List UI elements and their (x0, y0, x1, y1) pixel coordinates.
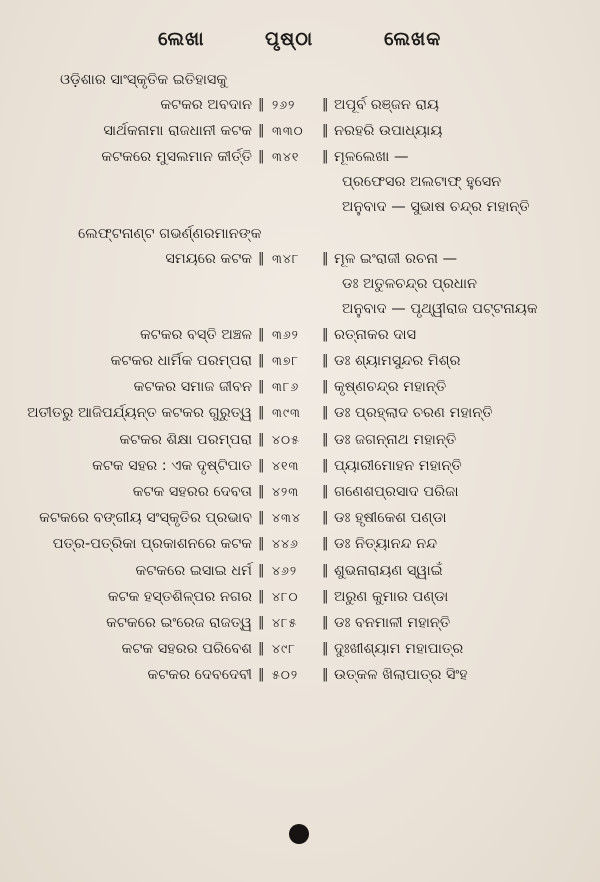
toc-title: କଟକ ସହର : ଏକ ଦୃଷ୍ଟିପାତ (92, 457, 252, 474)
toc-title-prefix-line (0, 72, 600, 96)
page-marker-dot (289, 824, 309, 844)
toc-author: କୃଷ୍ଣଚନ୍ଦ୍ର ମହାନ୍ତି (334, 379, 447, 396)
toc-author: ପ୍ୟାରୀମୋହନ ମହାନ୍ତି (334, 457, 462, 474)
toc-page-number: ୪୮୫ (272, 615, 298, 630)
toc-page-number: ୪୩୪ (272, 510, 301, 526)
toc-title: କଟକରେ ବଙ୍ଗୀୟ ସଂସ୍କୃତିର ପ୍ରଭାବ (39, 510, 252, 527)
toc-page-number: ୩୭୮ (272, 353, 300, 368)
toc-author: ମୂଳ ଇଂରାଜୀ ରଚନା — (334, 250, 458, 267)
toc-author-extra-line (0, 174, 600, 198)
toc-author-extra: ଡଃ ଅତୁଳଚନ୍ଦ୍ର ପ୍ରଧାନ (342, 275, 478, 292)
toc-page-number: ୩୩୦ (272, 123, 304, 139)
toc-author: ଡଃ ନିତ୍ୟାନନ୍ଦ ନନ୍ଦ (334, 536, 438, 553)
toc-separator: ‖ (258, 484, 265, 499)
toc-title: ସାର୍ଥକନାମା ରାଜଧାନୀ କଟକ (103, 123, 252, 140)
toc-page-number: ୪୧୩ (272, 457, 300, 473)
toc-author-extra: ଅନୁବାଦ — ପୃଥ୍ୱୀରାଜ ପଟ୍ଟନାୟକ (342, 300, 538, 317)
toc-title: କଟକ ହସ୍ତଶିଳ୍ପର ନଗର (107, 588, 252, 605)
toc-title: କଟକର ଅବଦାନ (160, 97, 252, 113)
toc-separator: ‖ (322, 250, 329, 266)
toc-separator: ‖ (258, 510, 265, 526)
toc-title: କଟକ ସହରର ଦେବତା (132, 484, 252, 500)
toc-author: ଅରୁଣ କୁମାର ପଣ୍ଡା (334, 588, 449, 605)
toc-author: ଶୁଭନାରାୟଣ ସ୍ୱାଇଁ (334, 562, 443, 579)
toc-row (0, 327, 600, 351)
toc-page-number: ୪୨୩ (272, 484, 300, 499)
toc-row (0, 458, 600, 482)
toc-row (0, 615, 600, 639)
toc-separator: ‖ (322, 379, 329, 395)
toc-page-number: ୩୮୬ (272, 379, 300, 395)
toc-page-number: ୪୪୬ (272, 536, 299, 552)
header-title-col: ଲେଖା (158, 28, 205, 50)
toc-row (0, 536, 600, 560)
toc-separator: ‖ (322, 562, 329, 578)
toc-page-number: ୨୬୨ (272, 97, 296, 112)
toc-separator: ‖ (258, 250, 265, 266)
toc-row (0, 432, 600, 456)
toc-separator: ‖ (258, 149, 265, 165)
toc-row (0, 251, 600, 275)
toc-page-number: ୩୪୧ (272, 149, 300, 165)
toc-separator: ‖ (258, 123, 265, 139)
toc-row (0, 563, 600, 587)
toc-separator: ‖ (322, 588, 329, 604)
toc-separator: ‖ (258, 405, 265, 421)
toc-author-extra-line (0, 276, 600, 300)
toc-title: କଟକର ଧାର୍ମିକ ପରମ୍ପରା (110, 353, 252, 369)
toc-author-extra-line (0, 301, 600, 325)
toc-author-extra-line (0, 199, 600, 223)
toc-title: କଟକର ବସ୍ତି ଅଞ୍ଚଳ (139, 326, 252, 343)
toc-separator: ‖ (322, 353, 329, 368)
toc-author: ଉତ୍କଳ ଖିଲାପାତ୍ର ସିଂହ (334, 667, 468, 684)
toc-author-extra: ପ୍ରଫେସର ଅଲଟାଫ୍ ହୁସେନ (342, 174, 502, 191)
toc-page-number: ୪୬୨ (272, 562, 298, 578)
toc-page-number: ୫୦୨ (272, 667, 299, 683)
toc-page-number: ୩୪୮ (272, 250, 300, 266)
toc-page-number: ୪୮୦ (272, 588, 299, 604)
toc-separator: ‖ (258, 431, 265, 447)
header-page-col: ପୃଷ୍ଠା (265, 28, 314, 50)
toc-row (0, 510, 600, 534)
toc-title-prefix: ଓଡ଼ିଶାର ସାଂସ୍କୃତିକ ଇତିହାସକୁ (60, 72, 228, 88)
toc-separator: ‖ (322, 149, 329, 165)
toc-row (0, 405, 600, 429)
toc-row (0, 149, 600, 173)
toc-separator: ‖ (258, 641, 265, 657)
toc-row (0, 379, 600, 403)
toc-separator: ‖ (258, 326, 265, 342)
toc-title: କଟକରେ ମୁସଲମାନ କୀର୍ତ୍ତି (101, 149, 252, 166)
toc-separator: ‖ (322, 326, 329, 342)
toc-separator: ‖ (322, 123, 329, 139)
toc-separator: ‖ (322, 431, 329, 447)
toc-author: ରତ୍ନାକର ଦାସ (334, 326, 417, 343)
toc-page-number: ୩୯୩ (272, 405, 301, 421)
toc-author: ଡଃ ଜଗନ୍ନାଥ ମହାନ୍ତି (334, 431, 457, 448)
toc-row (0, 97, 600, 121)
toc-row (0, 667, 600, 691)
toc-separator: ‖ (322, 405, 329, 421)
toc-separator: ‖ (258, 97, 265, 112)
toc-separator: ‖ (258, 353, 265, 368)
toc-title-prefix-line (0, 226, 600, 250)
toc-row (0, 484, 600, 508)
toc-row (0, 641, 600, 665)
toc-page-number: ୪୯୮ (272, 641, 296, 657)
toc-author: ଡଃ ପ୍ରହ୍ଲାଦ ଚରଣ ମହାନ୍ତି (334, 405, 493, 422)
toc-title: କଟକରେ ଇଂରେଜ ରାଜତ୍ୱ (106, 615, 252, 631)
toc-separator: ‖ (258, 588, 265, 604)
toc-title: ଅତୀତରୁ ଆଜିପର୍ଯ୍ୟନ୍ତ କଟକର ଗୁରୁତ୍ୱ (27, 405, 252, 422)
toc-separator: ‖ (322, 536, 329, 552)
toc-title: କଟକ ସହରର ପରିବେଶ (121, 641, 252, 658)
toc-title: କଟକର ଦେବଦେବୀ (147, 667, 252, 684)
toc-separator: ‖ (322, 97, 329, 112)
toc-page-number: ୪୦୫ (272, 431, 300, 447)
toc-author-extra: ଅନୁବାଦ — ସୁଭାଷ ଚନ୍ଦ୍ର ମହାନ୍ତି (342, 199, 530, 216)
toc-separator: ‖ (322, 615, 329, 630)
toc-separator: ‖ (322, 457, 329, 473)
toc-author: ଡଃ ହୃଷୀକେଶ ପଣ୍ଡା (334, 510, 447, 527)
toc-row (0, 353, 600, 377)
toc-title: କଟକର ଶିକ୍ଷା ପରମ୍ପରା (119, 431, 252, 448)
toc-author: ଡଃ ବନମାଳୀ ମହାନ୍ତି (334, 615, 451, 631)
toc-separator: ‖ (322, 641, 329, 657)
toc-separator: ‖ (258, 457, 265, 473)
toc-separator: ‖ (258, 615, 265, 630)
toc-author: ନରହରି ଉପାଧ୍ୟାୟ (334, 123, 443, 140)
toc-separator: ‖ (258, 562, 265, 578)
header-author-col: ଲେଖକ (384, 28, 442, 50)
toc-author: ଡଃ ଶ୍ୟାମସୁନ୍ଦର ମିଶ୍ର (334, 353, 461, 369)
toc-author: ଅପୂର୍ବ ରଞ୍ଜନ ରାୟ (334, 97, 439, 113)
toc-page-number: ୩୬୨ (272, 326, 299, 342)
toc-author: ଦୁଃଖୀଶ୍ୟାମ ମହାପାତ୍ର (334, 641, 464, 658)
toc-separator: ‖ (322, 484, 329, 499)
toc-title: ପତ୍ର-ପତ୍ରିକା ପ୍ରକାଶନରେ କଟକ (52, 536, 252, 553)
toc-separator: ‖ (258, 379, 265, 395)
toc-author: ମୂଳଲେଖା — (334, 149, 409, 166)
toc-separator: ‖ (322, 667, 329, 683)
toc-row (0, 123, 600, 147)
toc-author: ଗଣେଶପ୍ରସାଦ ପରିଜା (334, 484, 459, 500)
toc-separator: ‖ (322, 510, 329, 526)
toc-title-prefix: ଲେଫ୍ଟନାଣ୍ଟ ଗଭର୍ଣ୍ଣରମାନଙ୍କ (78, 225, 262, 242)
toc-title: କଟକରେ ଇସାଇ ଧର୍ମ (135, 562, 252, 579)
toc-separator: ‖ (258, 536, 265, 552)
toc-separator: ‖ (258, 667, 265, 683)
toc-row (0, 589, 600, 613)
toc-title: ସମୟରେ କଟକ (165, 250, 252, 267)
toc-title: କଟକର ସମାଜ ଜୀବନ (133, 379, 252, 396)
